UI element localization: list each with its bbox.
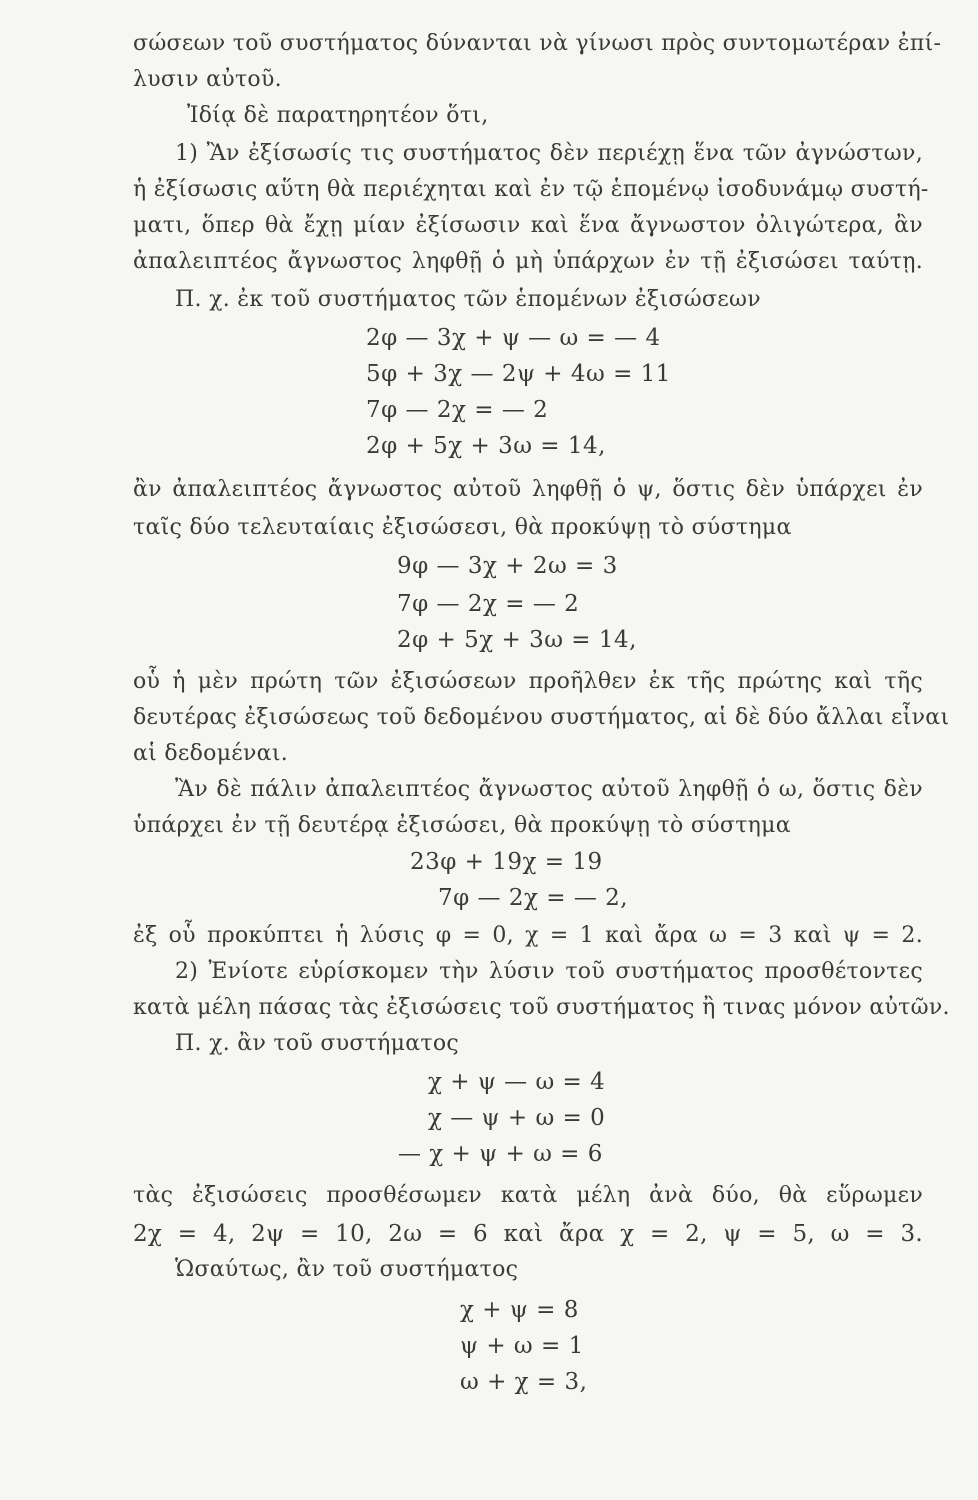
page-number-header [466, 0, 562, 4]
text-line: Ὡσαύτως, ἂν τοῦ συστήματος [175, 1257, 519, 1282]
equation: χ + ψ = 8 [460, 1297, 579, 1323]
text-line: ματι, ὅπερ θὰ ἔχῃ μίαν ἐξίσωσιν καὶ ἕνα ἄγνωστον ὀλιγώτερα, ἂν [133, 213, 923, 238]
equation: 2φ — 3χ + ψ — ω = — 4 [366, 325, 661, 351]
text-line: ἡ ἐξίσωσις αὕτη θὰ περιέχηται καὶ ἐν τῷ ἑπομένῳ ἰσοδυνάμῳ συστή- [133, 177, 929, 202]
equation: ψ + ω = 1 [460, 1333, 584, 1359]
text-line: σώσεων τοῦ συστήματος δύνανται νὰ γίνωσι πρὸς συντομωτέραν ἐπί- [133, 31, 942, 56]
text-line: ἐξ οὗ προκύπτει ἡ λύσις φ = 0, χ = 1 καὶ ἄρα ω = 3 καὶ ψ = 2. [133, 923, 923, 948]
text-line: αἱ δεδομέναι. [133, 741, 289, 766]
equation: 5φ + 3χ — 2ψ + 4ω = 11 [366, 361, 671, 387]
text-line: δευτέρας ἐξισώσεως τοῦ δεδομένου συστήματος, αἱ δὲ δύο ἄλλαι εἶναι [133, 705, 950, 730]
equation: 23φ + 19χ = 19 [410, 849, 603, 875]
text-line: Π. χ. ἂν τοῦ συστήματος [175, 1031, 460, 1056]
equation: 7φ — 2χ = — 2, [438, 885, 629, 911]
text-line: ἂν ἀπαλειπτέος ἄγνωστος αὐτοῦ ληφθῇ ὁ ψ, ὅστις δὲν ὑπάρχει ἐν [133, 477, 923, 502]
equation: 2φ + 5χ + 3ω = 14, [366, 433, 606, 459]
text-line: τὰς ἐξισώσεις προσθέσωμεν κατὰ μέλη ἀνὰ δύο, θὰ εὕρωμεν [133, 1183, 923, 1208]
equation: — χ + ψ + ω = 6 [398, 1141, 603, 1167]
text-line: 2χ = 4, 2ψ = 10, 2ω = 6 καὶ ἄρα χ = 2, ψ = 5, ω = 3. [133, 1221, 923, 1247]
equation: 7φ — 2χ = — 2 [397, 591, 580, 617]
equation: χ — ψ + ω = 0 [428, 1105, 606, 1131]
equation: 7φ — 2χ = — 2 [366, 397, 549, 423]
text-line: ἀπαλειπτέος ἄγνωστος ληφθῇ ὁ μὴ ὑπάρχων ἐν τῇ ἐξισώσει ταύτῃ. [133, 249, 923, 274]
text-line: ὑπάρχει ἐν τῇ δευτέρᾳ ἐξισώσει, θὰ προκύψῃ τὸ σύστημα [133, 813, 791, 838]
equation: 9φ — 3χ + 2ω = 3 [397, 553, 618, 579]
equation: ω + χ = 3, [460, 1369, 588, 1395]
text-line: κατὰ μέλη πάσας τὰς ἐξισώσεις τοῦ συστήματος ἢ τινας μόνον αὐτῶν. [133, 995, 950, 1020]
text-line: 2) Ἐνίοτε εὑρίσκομεν τὴν λύσιν τοῦ συστήματος προσθέτοντες [175, 959, 923, 984]
text-line: ταῖς δύο τελευταίαις ἐξισώσεσι, θὰ προκύψῃ τὸ σύστημα [133, 515, 792, 540]
text-line: Π. χ. ἐκ τοῦ συστήματος τῶν ἑπομένων ἐξισώσεων [175, 287, 761, 312]
text-line: λυσιν αὐτοῦ. [133, 67, 282, 92]
text-line: 1) Ἂν ἐξίσωσίς τις συστήματος δὲν περιέχῃ ἕνα τῶν ἀγνώστων, [175, 141, 923, 166]
equation: 2φ + 5χ + 3ω = 14, [397, 627, 637, 653]
text-line: Ἂν δὲ πάλιν ἀπαλειπτέος ἄγνωστος αὐτοῦ ληφθῇ ὁ ω, ὅστις δὲν [175, 777, 923, 802]
equation: χ + ψ — ω = 4 [428, 1069, 606, 1095]
text-line: οὗ ἡ μὲν πρώτη τῶν ἐξισώσεων προῆλθεν ἐκ τῆς πρώτης καὶ τῆς [133, 669, 923, 694]
text-line: Ἰδίᾳ δὲ παρατηρητέον ὅτι, [187, 103, 489, 128]
